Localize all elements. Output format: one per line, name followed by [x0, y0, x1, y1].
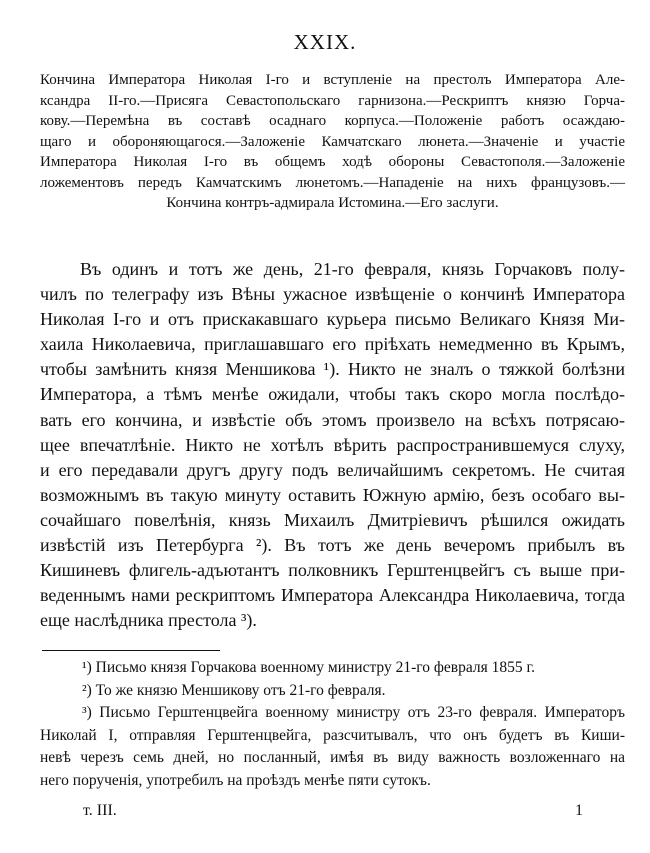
chapter-summary: [40, 70, 625, 214]
body-line: Императора, а тѣмъ менѣе ожидали, чтобы такъ скоро могла послѣдо-: [40, 384, 625, 405]
body-line: Въ одинъ и тотъ же день, 21-го февраля, князь Горчаковъ полу-: [80, 259, 625, 279]
footnotes: [40, 657, 625, 792]
body-line: возможнымъ въ такую минуту оставить Южную армію, безъ особаго вы-: [40, 484, 625, 505]
body-line: веденнымъ нами рескриптомъ Императора Александра Николаевича, тогда: [40, 585, 625, 606]
summary-line: щаго и обороняющагося.—Заложеніе Камчатскаго люнета.—Значеніе и участіе: [40, 133, 625, 150]
summary-line: ложементовъ передъ Камчатскимъ люнетомъ.—Нападеніе на нихъ французовъ.—: [40, 174, 625, 191]
footnote-divider: [42, 650, 220, 651]
body-line: сочайшаго повелѣнія, князь Михаилъ Дмитріевичъ рѣшился ожидать: [40, 509, 625, 530]
footnote-1: ¹) Письмо князя Горчакова военному министру 21-го февраля 1855 г.: [82, 659, 535, 676]
footnote-3: ³) Письмо Герштенцвейга военному министру отъ 23-го февраля. Императоръ: [82, 704, 625, 721]
body-line: хаила Николаевича, приглашавшаго его пріѣхать немедменно въ Крымъ,: [40, 334, 625, 355]
body-line: чилъ по телеграфу изъ Вѣны ужасное извѣщеніе о кончинѣ Императора: [40, 284, 625, 305]
summary-line: ксандра II-го.—Присяга Севастопольскаго гарнизона.—Рескриптъ князю Горча-: [40, 92, 625, 109]
body-line: еще наслѣдника престола ³).: [40, 610, 257, 631]
summary-line: Кончина контръ-адмирала Истомина.—Его заслуги.: [166, 195, 499, 211]
body-line: Кишиневъ флигель-адъютантъ полковникъ Герштенцвейгъ съ выше при-: [40, 560, 625, 581]
summary-line: Императора Николая I-го въ общемъ ходѣ обороны Севастополя.—Заложеніе: [40, 154, 625, 170]
body-paragraph: [40, 257, 625, 633]
summary-line: Кончина Императора Николая I-го и вступленіе на престолъ Императора Але-: [40, 72, 625, 88]
chapter-title: XXIX.: [293, 30, 357, 54]
footnote-2: ²) То же князю Меншикову отъ 21-го февраля.: [82, 681, 386, 699]
footnote-3-line: Николай I, отправляя Герштенцвейга, разсчитывалъ, что онъ будетъ въ Киши-: [40, 726, 625, 744]
body-line: извѣстій изъ Петербурга ²). Въ тотъ же день вечеромъ прибылъ въ: [40, 535, 625, 556]
body-line: и его передавали другъ другу подъ величайшимъ секретомъ. Не считая: [40, 459, 625, 480]
body-line: вать его кончина, и извѣстіе объ этомъ произвело на всѣхъ потрясаю-: [40, 409, 625, 430]
volume-label: т. III.: [83, 802, 117, 819]
page-number: 1: [575, 802, 583, 819]
body-line: щее впечатлѣніе. Никто не хотѣлъ вѣрить распространившемуся слуху,: [40, 434, 625, 455]
body-line: Николая I-го и отъ прискакавшаго курьера письмо Великаго Князя Ми-: [40, 309, 625, 330]
page-footer: [83, 802, 583, 824]
footnote-3-line: невѣ черезъ семь дней, но посланный, имѣя въ виду важность возложеннаго на: [40, 749, 625, 766]
summary-line: кову.—Перемѣна въ составѣ осаднаго корпуса.—Положеніе работъ осаждаю-: [40, 113, 625, 129]
footnote-3-line: него порученія, употребилъ на проѣздъ менѣе пяти сутокъ.: [40, 771, 431, 789]
body-line: чтобы замѣнить князя Меншикова ¹). Никто не зналъ о тяжкой болѣзни: [40, 359, 625, 380]
